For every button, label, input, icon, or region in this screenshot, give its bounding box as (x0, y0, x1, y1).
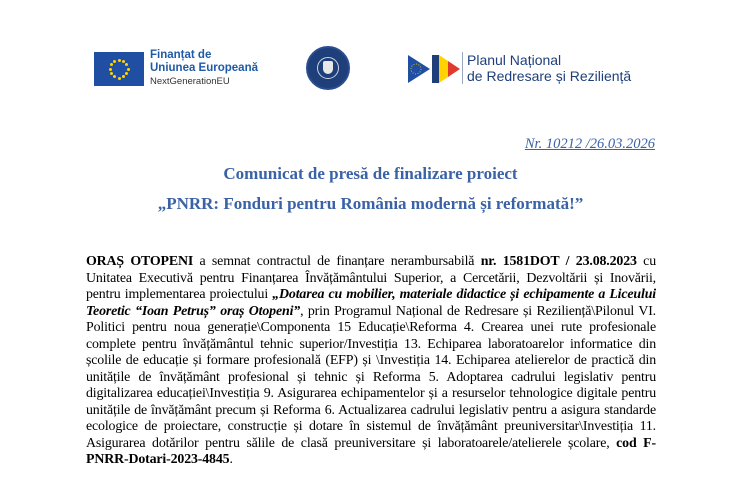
eu-star (127, 68, 130, 71)
eu-star (109, 68, 112, 71)
project-code: cod F-PNRR-Dotari-2023-4845 (86, 435, 656, 467)
body-text-part1: a semnat contractul de finanțare nerambursabilă (193, 254, 481, 269)
body-text-part3: , prin Programul Național de Redresare și Reziliență\Pilonul VI. Politici pentru noua generație\Componenta 15 Educație\Reforma 4. Crearea unei rute profesionale complete pentru învățământul tehnic superior/Investiția 13. Echiparea laboratoarelor informatice din școlile de educație și formare profesională (EFP) și \Investiția 14. Echiparea atelierelor de practică din unitățile de învățământ profesional și tehnic și Reforma 5. Adoptarea cadrului legislativ pentru digitalizarea educației\Investiția 9. Asigurarea echipamentelor și a resurselor tehnologice digitale pentru unitățile de învățământ precum și Reforma 6. Actualizarea cadrului legislativ pentru a asigura standarde ecologice de proiectare, construcție și dotare în sistemul de învățământ preuniversitar\Investiția 11. Asigurarea dotărilor pentru sălile de clasă preuniversitare și laboratoarele/atelierele școlare, (86, 303, 657, 451)
contract-number: nr. 1581DOT / 23.08.2023 (480, 254, 637, 269)
body-text-part2: cu Unitatea Executivă pentru Finanțarea Învățământului Superior, a Cercetării, Dezvoltării și Inovării, pentru implementarea proiectului (86, 254, 656, 302)
page-title: Comunicat de presă de finalizare proiect (223, 164, 518, 183)
eu-star (110, 63, 113, 66)
press-release-body (86, 254, 656, 469)
pnrr-divider (462, 52, 463, 84)
eu-star (118, 77, 121, 80)
header-logos (0, 40, 741, 100)
romanian-government-seal-icon (306, 46, 350, 90)
beneficiary-name: ORAȘ OTOPENI (86, 254, 194, 269)
pnrr-logo-line2: de Redresare și Reziliență (467, 68, 632, 84)
pnrr-yellow-band (439, 55, 448, 83)
eu-funding-logo-text (150, 49, 258, 88)
eu-logo-line3: NextGenerationEU (150, 76, 230, 87)
pnrr-red-tip (448, 61, 460, 77)
pnrr-logo-line1: Planul Național (467, 52, 562, 68)
eu-star (113, 75, 116, 78)
eu-logo-line2: Uniunea Europeană (150, 62, 258, 74)
eu-flag-icon (94, 52, 144, 86)
eu-star (122, 75, 125, 78)
pnrr-logo-icon (408, 52, 466, 86)
eu-star (113, 60, 116, 63)
eu-logo-line1: Finanțat de (150, 49, 212, 61)
document-number: Nr. 10212 /26.03.2026 (524, 136, 655, 152)
pnrr-logo-text (467, 52, 631, 84)
page-subtitle: „PNRR: Fonduri pentru România modernă și reformată!” (157, 194, 584, 213)
eu-star (125, 72, 128, 75)
pnrr-eu-triangle (408, 55, 430, 83)
eu-star (122, 60, 125, 63)
body-text-part4: . (229, 452, 233, 467)
project-title: „Dotarea cu mobilier, materiale didactice și echipamente a Liceului Teoretic “Ioan Petruș” oraș Otopeni” (86, 287, 656, 319)
coat-of-arms-icon (323, 61, 333, 74)
eu-star (118, 59, 121, 62)
eu-star (110, 72, 113, 75)
pnrr-blue-bar (432, 55, 439, 83)
eu-star (125, 63, 128, 66)
